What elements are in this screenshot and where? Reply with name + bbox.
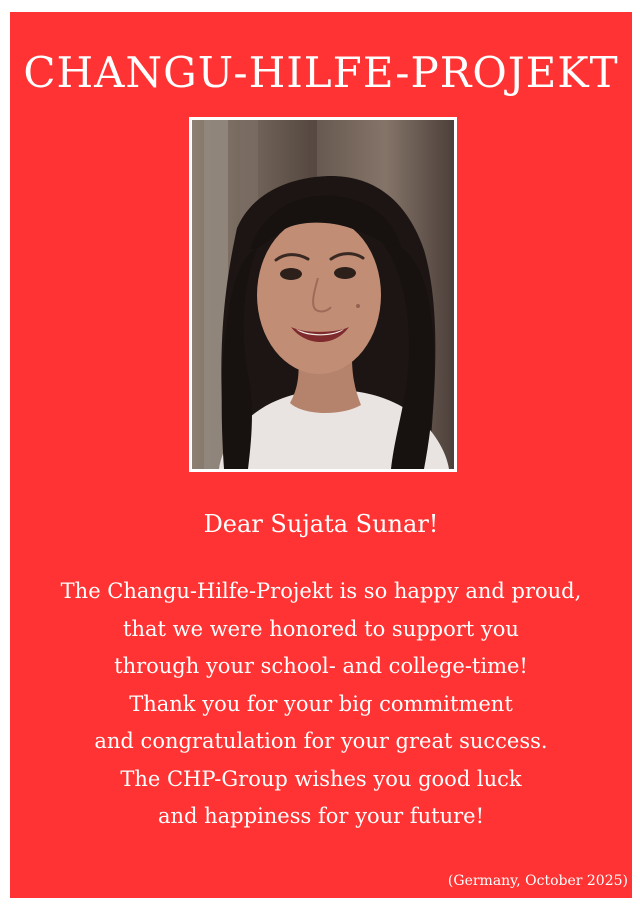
face	[257, 216, 381, 374]
portrait-photo	[192, 120, 454, 469]
portrait-photo-frame	[189, 117, 457, 472]
message-line: through your school- and college-time!	[114, 654, 528, 678]
message-body	[10, 573, 632, 836]
message-line: The Changu-Hilfe-Projekt is so happy and proud,	[60, 579, 582, 603]
date-place-note: (Germany, October 2025)	[447, 873, 628, 889]
project-title: CHANGU-HILFE-PROJEKT	[23, 48, 619, 97]
message-line: and congratulation for your great success.	[94, 729, 548, 753]
message-line: that we were honored to support you	[123, 616, 519, 641]
eye-right	[334, 267, 356, 279]
greeting: Dear Sujata Sunar!	[203, 510, 439, 538]
eye-left	[280, 268, 302, 280]
message-line: and happiness for your future!	[157, 804, 485, 828]
message-line: The CHP-Group wishes you good luck	[120, 766, 522, 791]
certificate-card	[10, 12, 632, 898]
message-line: Thank you for your big commitment	[129, 691, 513, 716]
cheek-mark	[356, 304, 360, 308]
